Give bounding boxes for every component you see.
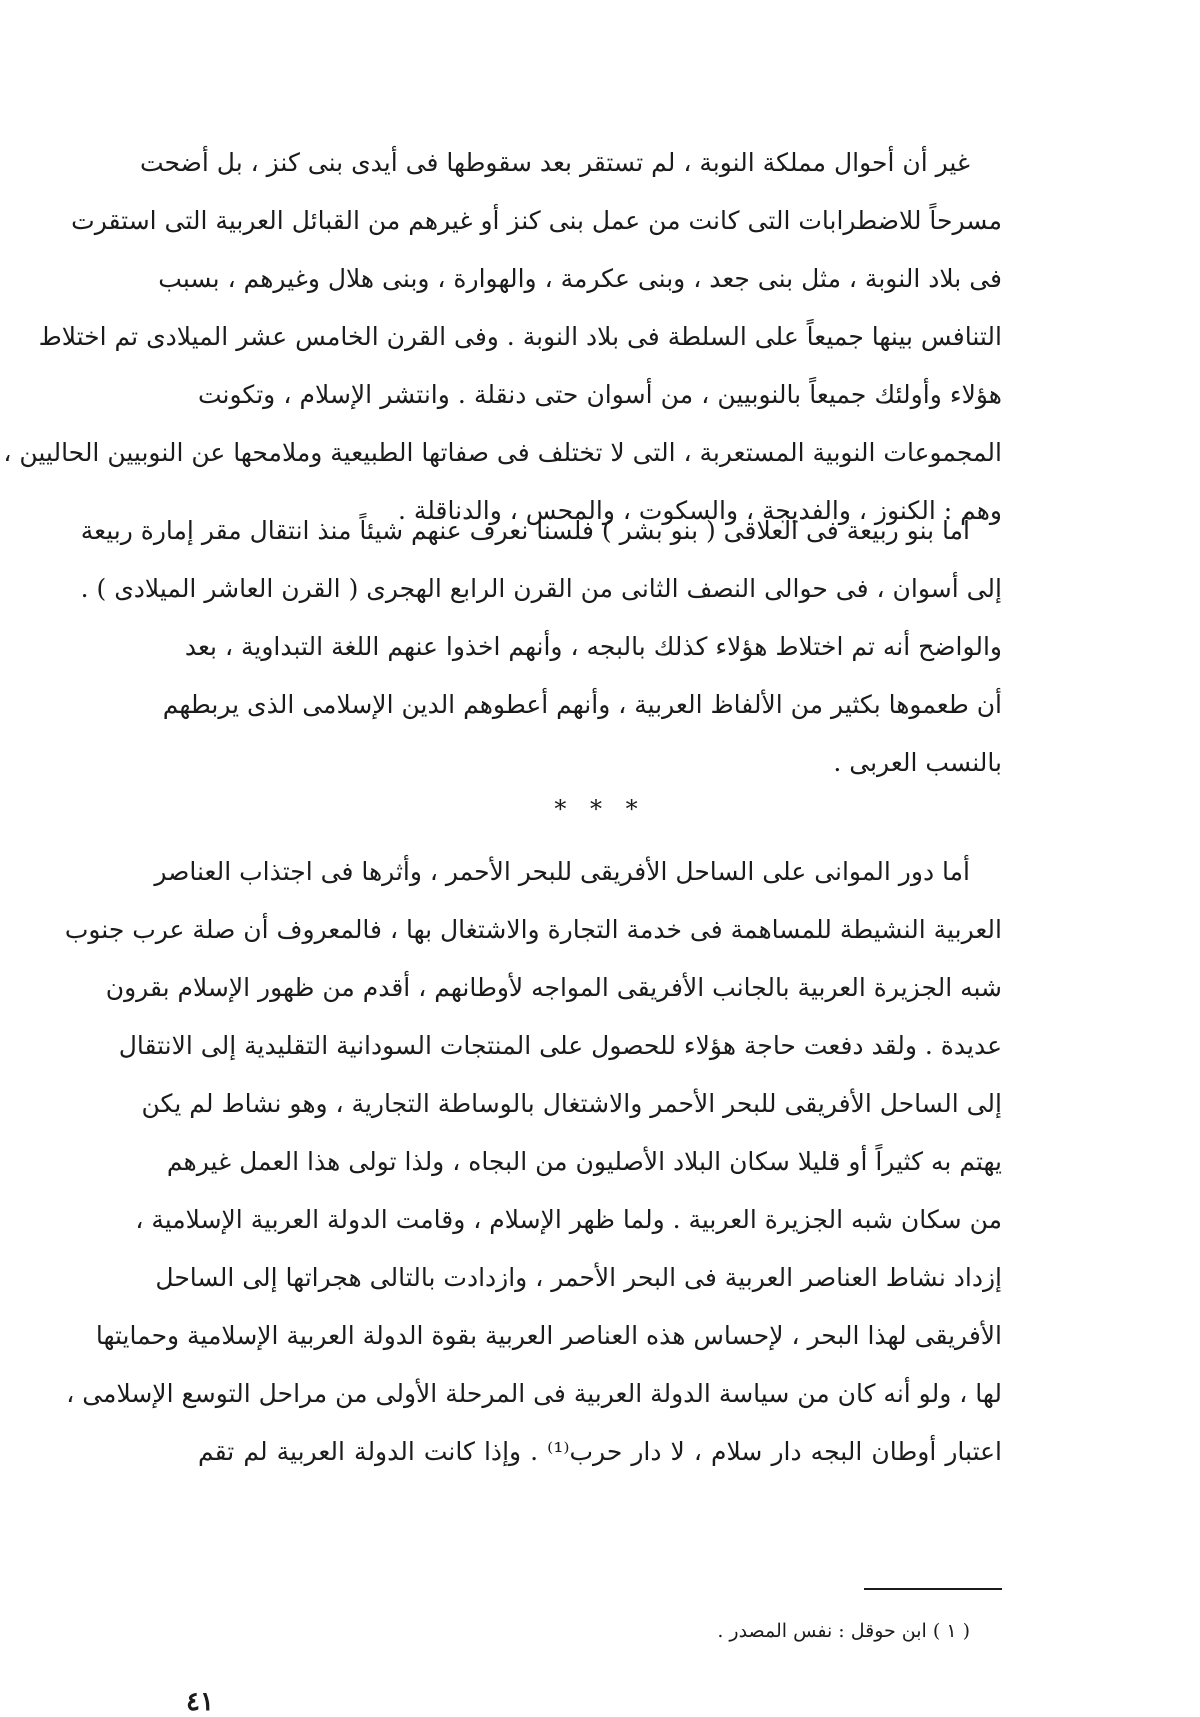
text-line: أما بنو ربيعة فى العلاقى ( بنو بشر ) فلسنا نعرف عنهم شيئاً منذ انتقال مقر إمارة ربيعة <box>80 516 970 545</box>
text-line: شبه الجزيرة العربية بالجانب الأفريقى المواجه لأوطانهم ، أقدم من ظهور الإسلام بقرون <box>105 973 1002 1002</box>
text-line: أما دور الموانى على الساحل الأفريقى للبحر الأحمر ، وأثرها فى اجتذاب العناصر <box>154 857 970 886</box>
text-line: والواضح أنه تم اختلاط هؤلاء كذلك بالبجه ، وأنهم اخذوا عنهم اللغة التبداوية ، بعد <box>184 632 1002 661</box>
text-line: التنافس بينها جميعاً على السلطة فى بلاد النوبة . وفى القرن الخامس عشر الميلادى تم اختلاط <box>38 322 1002 351</box>
text-line: أن طعموها بكثير من الألفاظ العربية ، وأنهم أعطوهم الدين الإسلامى الذى يربطهم <box>162 690 1002 719</box>
section-separator: * * * <box>554 795 646 823</box>
text-line: إزداد نشاط العناصر العربية فى البحر الأحمر ، وازدادت بالتالى هجراتها إلى الساحل <box>155 1263 1002 1292</box>
text-line: وهم : الكنوز ، والفديجة ، والسكوت ، والمحس ، والدناقلة . <box>397 496 1002 525</box>
text-line: إلى الساحل الأفريقى للبحر الأحمر والاشتغال بالوساطة التجارية ، وهو نشاط لم يكن <box>141 1089 1002 1118</box>
text-line: عديدة . ولقد دفعت حاجة هؤلاء للحصول على المنتجات السودانية التقليدية إلى الانتقال <box>118 1031 1002 1060</box>
text-line: إلى أسوان ، فى حوالى النصف الثانى من القرن الرابع الهجرى ( القرن العاشر الميلادى ) . <box>80 574 1002 603</box>
text-line: يهتم به كثيراً أو قليلا سكان البلاد الأصليون من البجاه ، ولذا تولى هذا العمل غيرهم <box>166 1147 1002 1176</box>
text-line: من سكان شبه الجزيرة العربية . ولما ظهر الإسلام ، وقامت الدولة العربية الإسلامية ، <box>135 1205 1002 1234</box>
text-line: غير أن أحوال مملكة النوبة ، لم تستقر بعد سقوطها فى أيدى بنى كنز ، بل أضحت <box>139 148 970 177</box>
paragraph-nubia <box>3 134 1002 540</box>
text-line: الأفريقى لهذا البحر ، لإحساس هذه العناصر العربية بقوة الدولة العربية الإسلامية وحمايتها <box>95 1321 1002 1350</box>
text-line: فى بلاد النوبة ، مثل بنى جعد ، وبنى عكرمة ، والهوارة ، وبنى هلال وغيرهم ، بسبب <box>158 264 1002 293</box>
text-line: اعتبار أوطان البجه دار سلام ، لا دار حرب⁽¹⁾ . وإذا كانت الدولة العربية لم تقم <box>198 1437 1002 1466</box>
page-number: ٤١ <box>186 1687 214 1717</box>
text-line: بالنسب العربى . <box>833 748 1002 777</box>
paragraph-red-sea-ports <box>64 843 1002 1481</box>
footnote-divider <box>864 1588 1002 1590</box>
text-line: لها ، ولو أنه كان من سياسة الدولة العربية فى المرحلة الأولى من مراحل التوسع الإسلامى ، <box>66 1379 1002 1408</box>
text-line: هؤلاء وأولئك جميعاً بالنوبيين ، من أسوان حتى دنقلة . وانتشر الإسلام ، وتكونت <box>198 380 1002 409</box>
text-line: مسرحاً للاضطرابات التى كانت من عمل بنى كنز أو غيرهم من القبائل العربية التى استقرت <box>71 206 1002 235</box>
text-line: العربية النشيطة للمساهمة فى خدمة التجارة والاشتغال بها ، فالمعروف أن صلة عرب جنوب <box>64 915 1002 944</box>
paragraph-rabia <box>80 502 1002 792</box>
text-line: المجموعات النوبية المستعربة ، التى لا تختلف فى صفاتها الطبيعية وملامحها عن النوبيين الحاليين ، <box>3 438 1002 467</box>
footnote: ( ١ ) ابن حوقل : نفس المصدر . <box>717 1620 970 1642</box>
